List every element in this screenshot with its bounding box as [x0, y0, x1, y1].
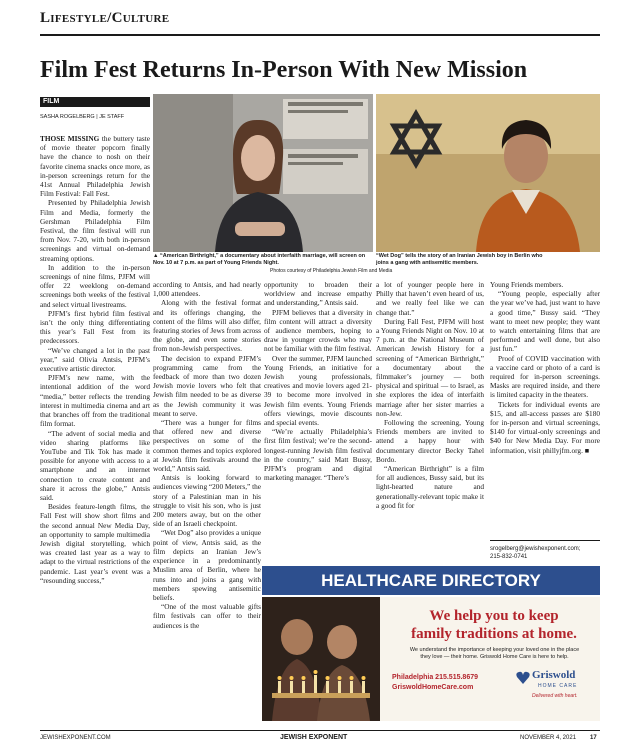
paragraph: Presented by Philadelphia Jewish Film and Media, formerly the Gershman Philadelphia Film Festival, the film festival will run from Nov. 7-20, with both in-person screenings and virtual on-demand streaming options. [40, 198, 150, 263]
section-tag: FILM [40, 97, 150, 107]
paragraph: “Young people, especially after the year we’ve had, just want to have a good time,” Bussy said. “They want to meet new people; they want to watch entertaining films that are performed and well done, but also just fun.” [490, 289, 600, 354]
byline: SASHA ROGELBERG | JE STAFF [40, 114, 125, 120]
paragraph: During Fall Fest, PJFM will host a Young Friends Night on Nov. 10 at 7 p.m. at the National Museum of American Jewish History for a screening of “American Birthright,” a documentary about the filmmaker’s journey — both physical and spiritual — to Israel, as she explores the idea of interfaith marriage after her sister marries a non-Jew. [376, 316, 484, 418]
footer-publication: JEWISH EXPONENT [280, 734, 348, 741]
paragraph: according to Antsis, and had nearly 1,000 attendees. [153, 280, 261, 299]
photo-american-birthright [153, 94, 373, 252]
ad-body-text: We understand the importance of keeping your loved one in the place they love — their home. Griswold Home Care is here to help. [409, 647, 580, 660]
page-number: 17 [590, 735, 597, 741]
photo-boy-illustration [376, 94, 600, 252]
section-label: Lifestyle/Culture [40, 10, 170, 26]
ad-headline: We help you to keep family traditions at home. [411, 608, 577, 642]
paragraph: “The advent of social media and video sharing platforms like YouTube and Tik Tok has made it possible for anyone with access to a smartphone and an internet connection to create content and share it across the globe,” Antsis said. [40, 428, 150, 502]
ad-phone[interactable]: Philadelphia 215.515.8679 [392, 674, 478, 681]
article-column-2 [153, 280, 261, 630]
paragraph: In addition to the in-person screenings of nine films, PJFM will offer 22 weeklong on-demand screenings both weeks of the festival and select virtual livestreams. [40, 262, 150, 309]
article-column-1 [40, 134, 150, 585]
logo-name: Griswold [532, 669, 576, 681]
contact-rule [490, 540, 600, 541]
paragraph: Proof of COVID vaccination with a vaccine card or photo of a card is required for in-person screenings. Masks are required inside, and there is limited capacity in the theaters. [490, 353, 600, 400]
paragraph: Along with the festival format and its offerings changing, the content of the films will also differ, featuring stories of Jews from across the globe, and even some stories from non-Jewish perspectives. [153, 298, 261, 354]
paragraph: Over the summer, PJFM launched Young Friends, an initiative for Jewish young professionals, creatives and movie lovers aged 21-39 to become more involved in Jewish film events. Young Friends offers viewings, movie discounts and special events. [264, 353, 372, 428]
article-column-5 [490, 280, 600, 455]
caption-arrow-icon: ▲ [153, 253, 159, 259]
ad-directory-header: HEALTHCARE DIRECTORY [262, 566, 600, 595]
paragraph: “American Birthright” is a film for all audiences, Bussy said, but its light-hearted nature and generationally-relevant topic make it a good fit for [376, 464, 484, 510]
photo-woman-illustration [153, 94, 373, 252]
photo-wet-dog [376, 94, 600, 252]
griswold-logo-icon [516, 671, 530, 685]
lead-in: THOSE MISSING [40, 134, 100, 143]
caption-photo-1: ▲ “American Birthright,” a documentary about interfaith marriage, will screen on Nov. 10 at 7 p.m. as part of Young Friends Night. [153, 253, 366, 266]
paragraph: Besides feature-length films, the Fall Fest will show short films and the second annual New Media Day, an opportunity to sample multimedia Jewish digital storytelling, which was created last year as a way to adapt to the virtual restrictions of the pandemic. Last year’s event was a “resounding success,” [40, 502, 150, 585]
paragraph: PJFM’s new name, with the intentional addition of the word “media,” better reflects the trending interest in multimedia cinema and art that branches off from the traditional film format. [40, 373, 150, 429]
paragraph: a lot of younger people here in Philly that haven’t even heard of us, and we really feel like we can change that.” [376, 280, 484, 317]
footer-rule [40, 730, 600, 731]
paragraph: PJFM’s first hybrid film festival isn’t the only thing differentiating this year’s Fall Fest from its predecessors. [40, 308, 150, 346]
paragraph: THOSE MISSING the buttery taste of movie theater popcorn finally have the chance to nosh on their favorite cinema snacks once more, as in-person screenings return for the 41st Annual Philadelphia Jewish Film Festival: Fall Fest. [40, 134, 150, 199]
paragraph: “Wet Dog” also provides a unique point of view, Antsis said, as the film depicts an Iranian Jew’s experience in a predominantly Muslim area of Berlin, where he runs into and joins a gang with members spewing antisemitic beliefs. [153, 528, 261, 602]
footer-website: JEWISHEXPONENT.COM [40, 735, 111, 741]
ad-contact [392, 673, 478, 693]
caption-photo-2: “Wet Dog” tells the story of an Iranian Jewish boy in Berlin who joins a gang with antisemitic members. [376, 253, 543, 266]
ad-family-photo [262, 597, 380, 721]
author-email: srogelberg@jewishexponent.com; [490, 546, 581, 552]
paragraph: “There was a hunger for films that offered new and diverse perspectives on some of the common themes and topics explored at Jewish film festivals around the world,” Antsis said. [153, 418, 261, 474]
author-contact [490, 545, 600, 561]
photo-credit: Photos courtesy of Philadelphia Jewish Film and Media [270, 268, 393, 274]
paragraph: Young Friends members. [490, 280, 564, 289]
ad-candles-illustration [262, 597, 380, 721]
footer-date: NOVEMBER 4, 2021 [520, 735, 577, 741]
article-column-4 [376, 280, 484, 510]
paragraph: PJFM believes that a diversity in film content will attract a diversity of audience members, hoping to draw in younger crowds who may not be familiar with the film festival. [264, 307, 372, 354]
logo-sub: HOME CARE [538, 683, 578, 689]
paragraph: Antsis is looking forward to audiences viewing “200 Meters,” the story of a Palestinian man in his struggle to visit his son, who is just 200 meters away, but on the other side of an Israeli checkpoint. [153, 473, 261, 529]
paragraph: “One of the most valuable gifts film festivals can offer to their audiences is the [153, 602, 261, 630]
paragraph: The decision to expand PJFM’s programming came from the feedback of more than two dozen Jewish movie lovers who felt that Jewish film needed to be as diverse as the Jewish community it was meant to serve. [153, 353, 261, 418]
article-column-3 [264, 280, 372, 482]
paragraph: opportunity to broaden their worldview and increase empathy and understanding,” Antsis said. [264, 280, 372, 308]
paragraph: “We’ve changed a lot in the past year,” said Olivia Antsis, PJFM’s executive artistic director. [40, 345, 150, 374]
top-rule [40, 34, 600, 36]
paragraph: Following the screening, Young Friends members are invited to attend a happy hour with documentary director Becky Tahel Bordo. [376, 418, 484, 464]
paragraph: “We’re actually Philadelphia’s first film festival; we’re the second-longest-running Jewish film festival in the country,” said Matt Bussy, PJFM’s program and digital marketing manager. “There’s [264, 427, 372, 483]
author-phone: 215-832-0741 [490, 554, 528, 560]
logo-tagline: Delivered with heart. [532, 693, 578, 699]
griswold-logo [512, 667, 596, 711]
ad-url[interactable]: GriswoldHomeCare.com [392, 684, 474, 691]
headline: Film Fest Returns In-Person With New Mission [40, 57, 528, 83]
griswold-ad[interactable] [262, 597, 600, 721]
paragraph: Tickets for individual events are $15, and all-access passes are $180 for in-person and virtual screenings, $140 for virtual-only screenings and $40 for New Media Day. For more information, visit phillyjfm.org. ■ [490, 399, 600, 455]
